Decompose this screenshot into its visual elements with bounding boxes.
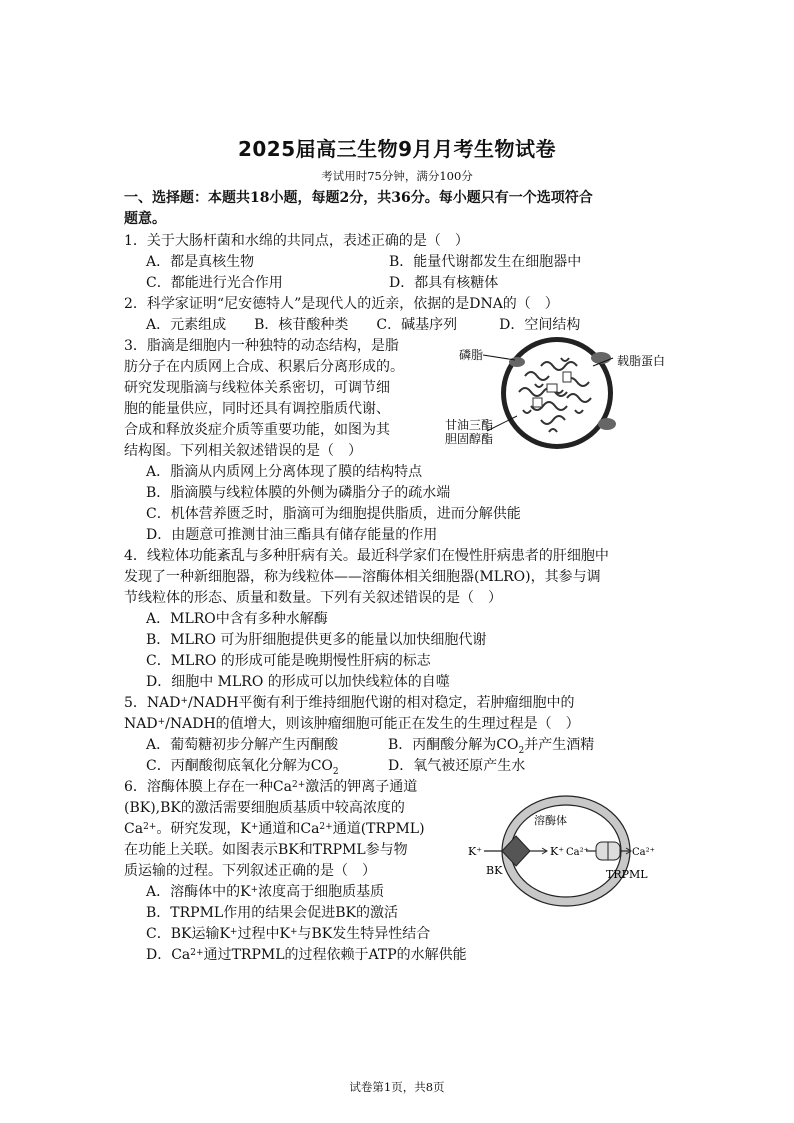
q3-option-d: D．由题意可推测甘油三酯具有储存能量的作用 — [146, 527, 438, 543]
q4-stem-1: 4．线粒体功能紊乱与多种肝病有关。最近科学家们在慢性肝病患者的肝细胞中 — [124, 548, 609, 564]
q1-option-d: D．都具有核糖体 — [389, 275, 499, 291]
exam-info: 考试用时75分钟，满分100分 — [321, 169, 473, 183]
q1-option-b: B．能量代谢都发生在细胞器中 — [389, 254, 582, 270]
q6-option-b: B．TRPML作用的结果会促进BK的激活 — [146, 905, 398, 921]
q1-stem: 1．关于大肠杆菌和水绵的共同点，表述正确的是（ ） — [124, 233, 469, 249]
q4-option-c: C．MLRO 的形成可能是晚期慢性肝病的标志 — [146, 653, 431, 669]
label-ca-outside: Ca²⁺ — [632, 847, 655, 858]
q6-stem-1: 6．溶酶体膜上存在一种$Ca^{2+}$激活的钾离子通道 — [124, 779, 418, 795]
q5-stem-1: 5．NAD+/NADH平衡有利于维持细胞代谢的相对稳定，若肿瘤细胞中的 — [124, 695, 575, 711]
q3-stem-6: 结构图。下列相关叙述错误的是（ ） — [124, 443, 362, 459]
q3-stem-1: 3．脂滴是细胞内一种独特的动态结构，是脂 — [124, 338, 399, 354]
label-phospholipid: 磷脂 — [459, 348, 484, 362]
q3-option-b: B．脂滴膜与线粒体膜的外侧为磷脂分子的疏水端 — [146, 485, 451, 501]
q4-stem-2: 发现了一种新细胞器，称为线粒体——溶酶体相关细胞器(MLRO)，其参与调 — [124, 569, 601, 585]
q3-stem-2: 肪分子在内质网上合成、积累后分离形成的。 — [124, 359, 404, 375]
q6-stem-3: $Ca^{2+}$。研究发现，K+通道和$Ca^{2+}$通道(TRPML) — [124, 821, 425, 837]
q4-option-d: D．细胞中 MLRO 的形成可以加快线粒体的自噬 — [146, 674, 450, 690]
q5-option-c: C．丙酮酸彻底氧化分解为$CO_2$ — [146, 758, 339, 777]
q3-option-c: C．机体营养匮乏时，脂滴可为细胞提供脂质，进而分解供能 — [146, 506, 521, 522]
label-apolipoprotein: 载脂蛋白 — [617, 354, 666, 368]
page-footer: 试卷第1页，共8页 — [349, 1080, 445, 1094]
q5-option-d: D．氧气被还原产生水 — [388, 758, 526, 774]
q2-stem: 2．科学家证明“尼安德特人”是现代人的近亲，依据的是DNA的（ ） — [124, 296, 559, 312]
q4-stem-3: 节线粒体的形态、质量和数量。下列有关叙述错误的是（ ） — [124, 590, 502, 606]
label-triglyceride: 甘油三酯 — [445, 418, 494, 432]
q6-option-a: A．溶酶体中的K+浓度高于细胞质基质 — [146, 884, 385, 900]
label-k-inside: K⁺ — [550, 845, 565, 858]
q5-option-a: A．葡萄糖初步分解产生丙酮酸 — [146, 737, 339, 753]
q6-stem-2: (BK),BK的激活需要细胞质基质中较高浓度的 — [124, 800, 405, 816]
lipid-droplet-figure — [445, 336, 675, 452]
label-trpml: TRPML — [606, 868, 648, 881]
q3-stem-3: 研究发现脂滴与线粒体关系密切，可调节细 — [124, 380, 390, 396]
q5-stem-2: NAD+/NADH的值增大，则该肿瘤细胞可能正在发生的生理过程是（ ） — [124, 716, 580, 732]
label-cholesterol-ester: 胆固醇酯 — [445, 432, 494, 446]
label-ca-inside: Ca²⁺ — [566, 847, 589, 858]
lysosome-channel-figure — [466, 794, 686, 912]
q2-options: A．元素组成 B．核苷酸种类 C．碱基序列 D．空间结构 — [146, 317, 581, 333]
q3-stem-4: 胞的能量供应，同时还具有调控脂质代谢、 — [124, 401, 390, 417]
section-heading-cont: 题意。 — [124, 211, 166, 227]
q1-option-a: A．都是真核生物 — [146, 254, 255, 270]
label-lysosome: 溶酶体 — [534, 814, 567, 827]
section-heading: 一、选择题：本题共18小题，每题2分，共36分。每小题只有一个选项符合 — [124, 190, 593, 206]
q6-stem-5: 质运输的过程。下列叙述正确的是（ ） — [124, 863, 376, 879]
q5-option-b: B．丙酮酸分解为$CO_2$并产生酒精 — [388, 737, 595, 756]
label-bk: BK — [486, 864, 503, 877]
q3-stem-5: 合成和释放炎症介质等重要功能，如图为其 — [124, 422, 390, 438]
q6-stem-4: 在功能上关联。如图表示BK和TRPML参与物 — [124, 842, 408, 858]
page-title: 2025届高三生物9月月考生物试卷 — [237, 137, 557, 161]
label-k-outside: K⁺ — [468, 845, 483, 858]
q6-option-c: C．BK运输K+过程中K+与BK发生特异性结合 — [146, 926, 431, 942]
q3-option-a: A．脂滴从内质网上分离体现了膜的结构特点 — [146, 464, 423, 480]
q1-option-c: C．都能进行光合作用 — [146, 275, 283, 291]
q6-option-d: D．$Ca^{2+}$通过TRPML的过程依赖于ATP的水解供能 — [146, 947, 467, 963]
q4-option-b: B．MLRO 可为肝细胞提供更多的能量以加快细胞代谢 — [146, 632, 487, 648]
q4-option-a: A．MLRO中含有多种水解酶 — [146, 611, 328, 627]
